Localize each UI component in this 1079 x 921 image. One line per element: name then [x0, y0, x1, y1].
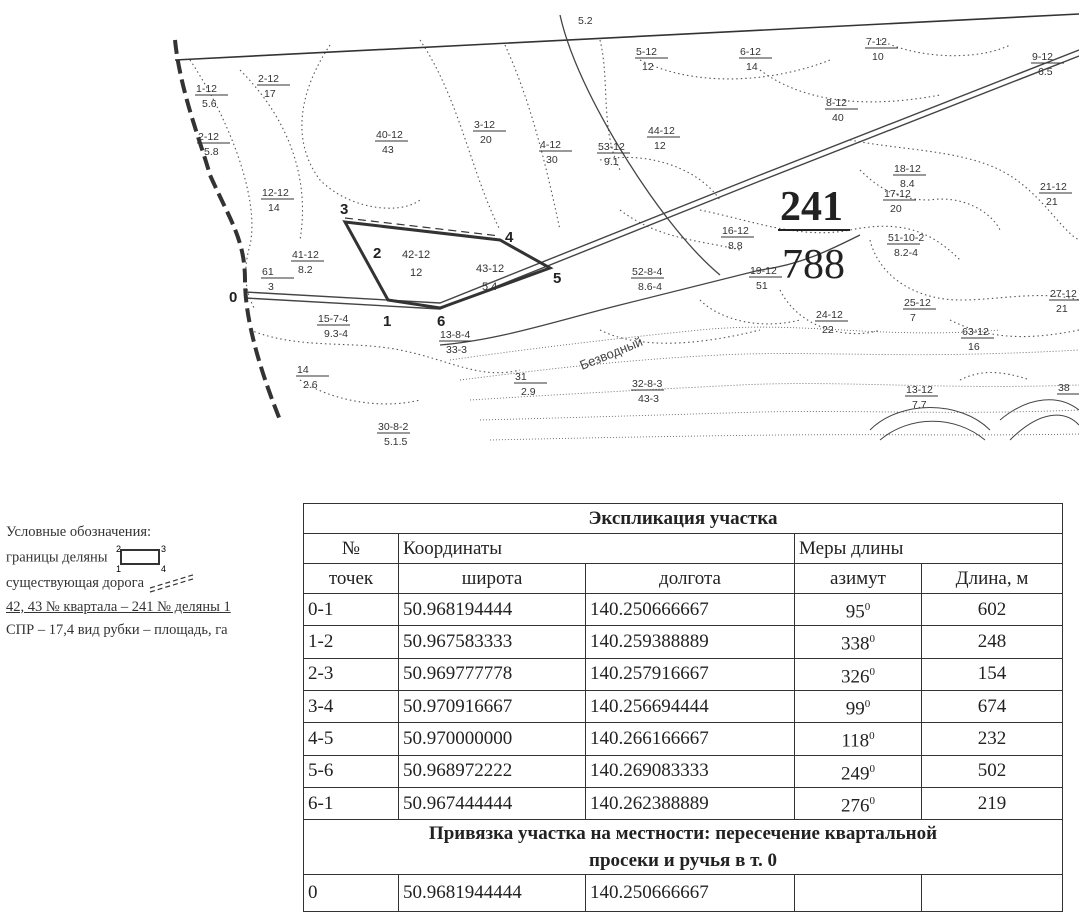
ref-point: 0: [304, 875, 399, 912]
stand-area: 5.8: [204, 146, 219, 158]
stand-area: 30: [546, 154, 558, 166]
header-measures: Меры длины: [795, 534, 1063, 564]
stand-area: 9.1: [604, 156, 619, 168]
stand-area: 20: [480, 134, 492, 146]
binding-note: [304, 820, 1063, 875]
stand-area: 5.6: [202, 98, 217, 110]
point-1-label: 1: [383, 313, 392, 330]
stand-number: 38: [1058, 382, 1070, 394]
header-length: Длина, м: [922, 564, 1063, 594]
row-lon: 140.269083333: [586, 755, 795, 787]
row-lat: 50.970916667: [399, 690, 586, 722]
table-row: [304, 690, 1063, 722]
stand-area: 14: [746, 61, 758, 73]
stand-number: 15-7-4: [318, 313, 349, 325]
table-row: [304, 658, 1063, 690]
stand-number: 61: [262, 266, 274, 278]
stand-number: 7-12: [866, 36, 888, 48]
degree-mark: 0: [869, 762, 875, 775]
stand-number: 21-12: [1040, 181, 1067, 193]
stand-number: 5-12: [636, 46, 658, 58]
ref-lon: 140.250666667: [586, 875, 795, 912]
point-4-label: 4: [505, 229, 514, 246]
legend-point: 2: [116, 544, 122, 555]
stand-number: 19-12: [750, 265, 777, 277]
table-row: [304, 787, 1063, 819]
stand-area: 12: [654, 140, 666, 152]
legend-boundary-label: границы деляны: [6, 549, 108, 566]
table-row: [304, 723, 1063, 755]
plot-number: 42-12: [402, 249, 431, 261]
header-lon: долгота: [586, 564, 795, 594]
row-azimuth: [795, 787, 922, 819]
row-length: 219: [922, 787, 1063, 819]
row-azimuth: [795, 594, 922, 626]
row-lon: 140.250666667: [586, 594, 795, 626]
azimuth-value: 95: [845, 601, 865, 623]
ref-empty: [922, 875, 1063, 912]
stand-area: 22: [822, 324, 834, 336]
row-lat: 50.969777778: [399, 658, 586, 690]
binding-line-1: Привязка участка на местности: пересечение квартальной: [428, 823, 938, 845]
road-symbol: [148, 574, 198, 594]
header-azimuth: азимут: [795, 564, 922, 594]
legend-point: 3: [161, 544, 167, 555]
plot-boundary: [345, 222, 550, 308]
stand-number: 17-12: [884, 188, 911, 200]
point-6-label: 6: [437, 313, 446, 330]
stand-area: 40: [832, 112, 844, 124]
stand-number: 32-8-3: [632, 378, 663, 390]
stand-area: 8.2-4: [894, 247, 918, 259]
row-length: 232: [922, 723, 1063, 755]
azimuth-value: 118: [841, 730, 870, 752]
plot-number: 43-12: [476, 263, 505, 275]
stand-area: 16: [968, 341, 980, 353]
stand-number: 1-12: [196, 83, 218, 95]
stand-area: 5.1.5: [384, 436, 408, 445]
stand-area: 8.2: [298, 264, 313, 276]
forest-map: [0, 0, 1079, 445]
stand-number: 41-12: [292, 249, 319, 261]
azimuth-value: 276: [841, 795, 870, 817]
row-point: 4-5: [304, 723, 399, 755]
header-lat: широта: [399, 564, 586, 594]
stand-number: 2-12: [258, 73, 280, 85]
legend-example: 42, 43 № квартала – 241 № деляны 1: [6, 598, 231, 615]
row-length: 674: [922, 690, 1063, 722]
row-lat: 50.967583333: [399, 626, 586, 658]
row-azimuth: [795, 626, 922, 658]
terrain-hatching: [450, 327, 1079, 440]
stand-area: 14: [268, 202, 280, 214]
explication-table: [303, 503, 1063, 912]
azimuth-value: 326: [841, 665, 870, 687]
stand-area: 21: [1056, 303, 1068, 315]
legend-road-label: существующая дорога: [6, 575, 145, 592]
degree-mark: 0: [869, 730, 875, 743]
stand-number: 30-8-2: [378, 421, 409, 433]
plot-area: 5.4: [482, 281, 498, 293]
stand-area: 43: [382, 144, 394, 156]
stand-number: 53-12: [598, 141, 625, 153]
point-3-label: 3: [340, 201, 349, 218]
stand-area: 6.5: [1038, 66, 1053, 78]
boundary-symbol: [111, 544, 191, 572]
stand-number: 8-12: [826, 97, 848, 109]
road-label: 5.2: [578, 15, 593, 27]
table-row: [304, 594, 1063, 626]
binding-line-2: просеки и ручья в т. 0: [589, 850, 777, 872]
row-azimuth: [795, 690, 922, 722]
row-point: 2-3: [304, 658, 399, 690]
table-row: [304, 755, 1063, 787]
stand-number: 14: [297, 364, 309, 376]
azimuth-value: 249: [841, 762, 870, 784]
stand-number: 52-8-4: [632, 266, 663, 278]
row-lon: 140.259388889: [586, 626, 795, 658]
stand-number: 9-12: [1032, 51, 1054, 63]
row-length: 248: [922, 626, 1063, 658]
row-azimuth: [795, 658, 922, 690]
terrain-contours: [870, 400, 1079, 440]
point-2-label: 2: [373, 245, 382, 262]
stand-area: 7.7: [912, 399, 927, 411]
stand-number: 13-12: [906, 384, 933, 396]
row-lat: 50.970000000: [399, 723, 586, 755]
row-point: 1-2: [304, 626, 399, 658]
stand-area: 7: [910, 312, 916, 324]
plot-area: 12: [410, 267, 423, 279]
header-no: №: [304, 534, 399, 564]
stand-number: 12-12: [262, 187, 289, 199]
row-lon: 140.262388889: [586, 787, 795, 819]
legend-road-row: [6, 572, 296, 595]
stream-name: Безводный: [577, 333, 645, 373]
stand-area: 33-3: [446, 344, 468, 356]
row-point: 3-4: [304, 690, 399, 722]
degree-mark: 0: [864, 601, 871, 613]
block-number: 241: [780, 184, 843, 230]
legend-point: 4: [161, 564, 167, 573]
stand-number: 3-12: [474, 119, 496, 131]
stand-area: 20: [890, 203, 902, 215]
row-azimuth: [795, 723, 922, 755]
row-point: 0-1: [304, 594, 399, 626]
stand-area: 12: [642, 61, 654, 73]
stand-number: 4-12: [540, 139, 562, 151]
stand-area: 8.6-4: [638, 281, 662, 293]
stand-number: 16-12: [722, 225, 749, 237]
point-0-label: 0: [229, 289, 238, 306]
legend: [6, 521, 296, 642]
stand-number: 51-10-2: [888, 232, 925, 244]
stand-number: 40-12: [376, 129, 403, 141]
row-lon: 140.256694444: [586, 690, 795, 722]
point-5-label: 5: [553, 270, 562, 287]
row-point: 5-6: [304, 755, 399, 787]
stand-number: 18-12: [894, 163, 921, 175]
row-lon: 140.257916667: [586, 658, 795, 690]
legend-boundary-row: [6, 544, 296, 572]
azimuth-value: 99: [845, 698, 865, 720]
stand-number: 31: [515, 371, 527, 383]
stand-number: 25-12: [904, 297, 931, 309]
table-row: [304, 626, 1063, 658]
row-lat: 50.967444444: [399, 787, 586, 819]
ref-lat: 50.9681944444: [399, 875, 586, 912]
stand-number: 2-12: [198, 131, 220, 143]
stand-number: 27-12: [1050, 288, 1077, 300]
stand-number: 63-12: [962, 326, 989, 338]
legend-point: 1: [116, 564, 122, 573]
stand-area: 10: [872, 51, 884, 63]
row-azimuth: [795, 755, 922, 787]
table-title: Экспликация участка: [304, 504, 1063, 534]
degree-mark: 0: [869, 794, 875, 807]
stand-number: 44-12: [648, 125, 675, 137]
row-length: 602: [922, 594, 1063, 626]
legend-cut: СПР – 17,4 вид рубки – площадь, га: [6, 621, 228, 638]
row-lon: 140.266166667: [586, 723, 795, 755]
row-point: 6-1: [304, 787, 399, 819]
row-lat: 50.968194444: [399, 594, 586, 626]
stand-area: 3: [268, 281, 274, 293]
stand-area: 17: [264, 88, 276, 100]
row-lat: 50.968972222: [399, 755, 586, 787]
quarter-clearing-line: [175, 14, 1079, 60]
plot-road-edge: [345, 218, 500, 236]
stand-area: 21: [1046, 196, 1058, 208]
legend-title: Условные обозначения:: [6, 524, 152, 540]
stand-area: 2.6: [303, 379, 318, 391]
row-length: 502: [922, 755, 1063, 787]
stand-area: 51: [756, 280, 768, 292]
stand-area: 43-3: [638, 393, 660, 405]
header-coords: Координаты: [399, 534, 795, 564]
azimuth-value: 338: [841, 633, 870, 655]
block-area: 788: [782, 242, 845, 288]
degree-mark: 0: [864, 697, 871, 710]
stand-number: 24-12: [816, 309, 843, 321]
stand-area: 2.9: [521, 386, 536, 398]
stand-area: 8.4: [900, 178, 915, 190]
row-length: 154: [922, 658, 1063, 690]
stand-area: 9.3-4: [324, 328, 348, 340]
table-body: [304, 594, 1063, 820]
degree-mark: 0: [869, 665, 875, 678]
stand-number: 13-8-4: [440, 329, 471, 341]
stand-area: 8.8: [728, 240, 743, 252]
stand-number: 6-12: [740, 46, 762, 58]
header-points: точек: [304, 564, 399, 594]
degree-mark: 0: [869, 633, 875, 646]
ref-empty: [795, 875, 922, 912]
